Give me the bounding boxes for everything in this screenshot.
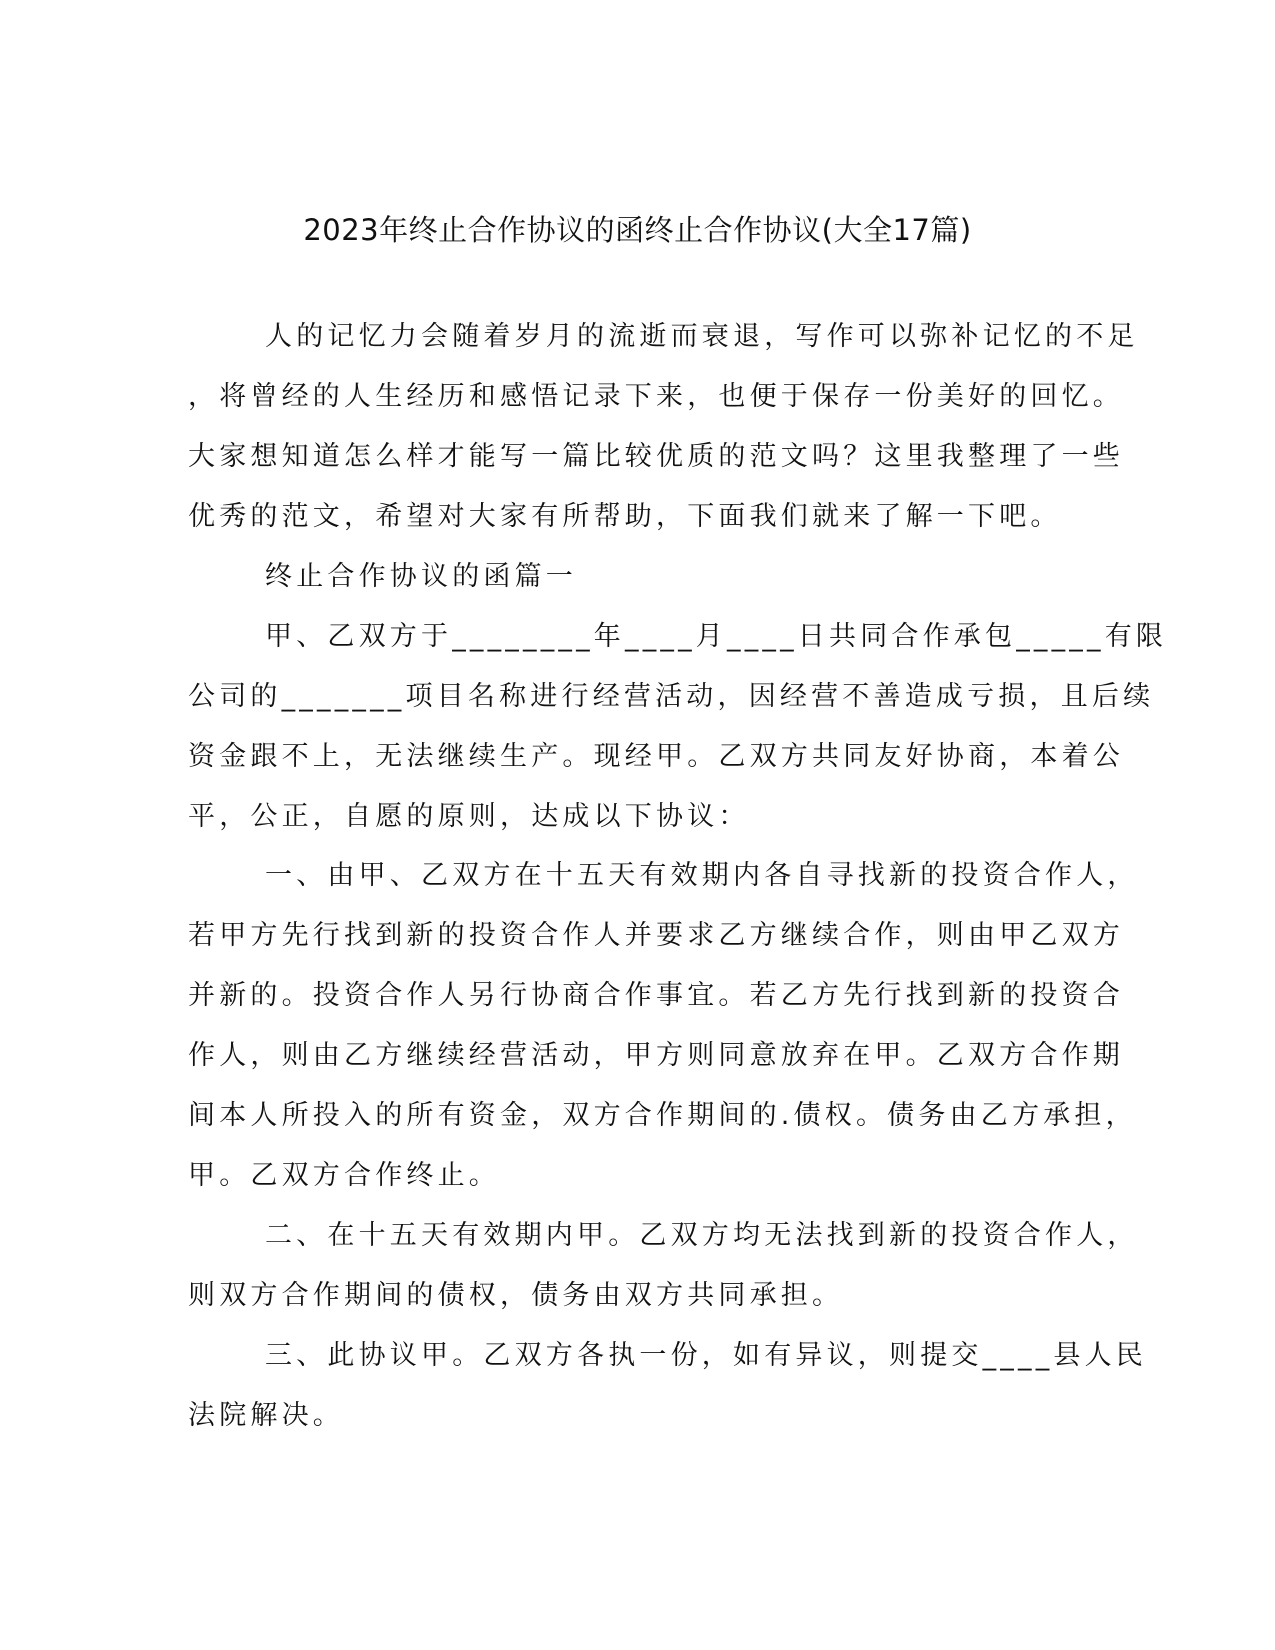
paragraph-line: 二、在十五天有效期内甲。乙双方均无法找到新的投资合作人， <box>265 1220 1139 1251</box>
paragraph-line: 并新的。投资合作人另行协商合作事宜。若乙方先行找到新的投资合 <box>188 980 1124 1011</box>
paragraph-line: 甲、乙双方于________年____月____日共同合作承包_____有限 <box>265 621 1168 652</box>
document-title: 2023年终止合作协议的函终止合作协议(大全17篇) <box>303 213 972 247</box>
paragraph-line: ，将曾经的人生经历和感悟记录下来，也便于保存一份美好的回忆。 <box>188 381 1124 412</box>
paragraph-line: 作人，则由乙方继续经营活动，甲方则同意放弃在甲。乙双方合作期 <box>188 1040 1124 1071</box>
paragraph-line: 公司的_______项目名称进行经营活动，因经营不善造成亏损，且后续 <box>188 681 1155 712</box>
paragraph-line: 若甲方先行找到新的投资合作人并要求乙方继续合作，则由甲乙双方 <box>188 920 1124 951</box>
paragraph-line: 优秀的范文，希望对大家有所帮助，下面我们就来了解一下吧。 <box>188 501 1062 532</box>
paragraph-line: 三、此协议甲。乙双方各执一份，如有异议，则提交____县人民 <box>265 1340 1147 1371</box>
paragraph-line: 资金跟不上，无法继续生产。现经甲。乙双方共同友好协商，本着公 <box>188 741 1124 772</box>
paragraph-line: 甲。乙双方合作终止。 <box>188 1160 500 1191</box>
paragraph-line: 法院解决。 <box>188 1400 344 1431</box>
paragraph-line: 一、由甲、乙双方在十五天有效期内各自寻找新的投资合作人， <box>265 860 1139 891</box>
paragraph-line: 大家想知道怎么样才能写一篇比较优质的范文吗？这里我整理了一些 <box>188 441 1124 472</box>
paragraph-line: 人的记忆力会随着岁月的流逝而衰退，写作可以弥补记忆的不足 <box>265 321 1139 352</box>
paragraph-line: 间本人所投入的所有资金，双方合作期间的.债权。债务由乙方承担， <box>188 1100 1137 1131</box>
paragraph-line: 则双方合作期间的债权，债务由双方共同承担。 <box>188 1280 844 1311</box>
section-heading: 终止合作协议的函篇一 <box>265 561 577 592</box>
paragraph-line: 平，公正，自愿的原则，达成以下协议： <box>188 801 750 832</box>
